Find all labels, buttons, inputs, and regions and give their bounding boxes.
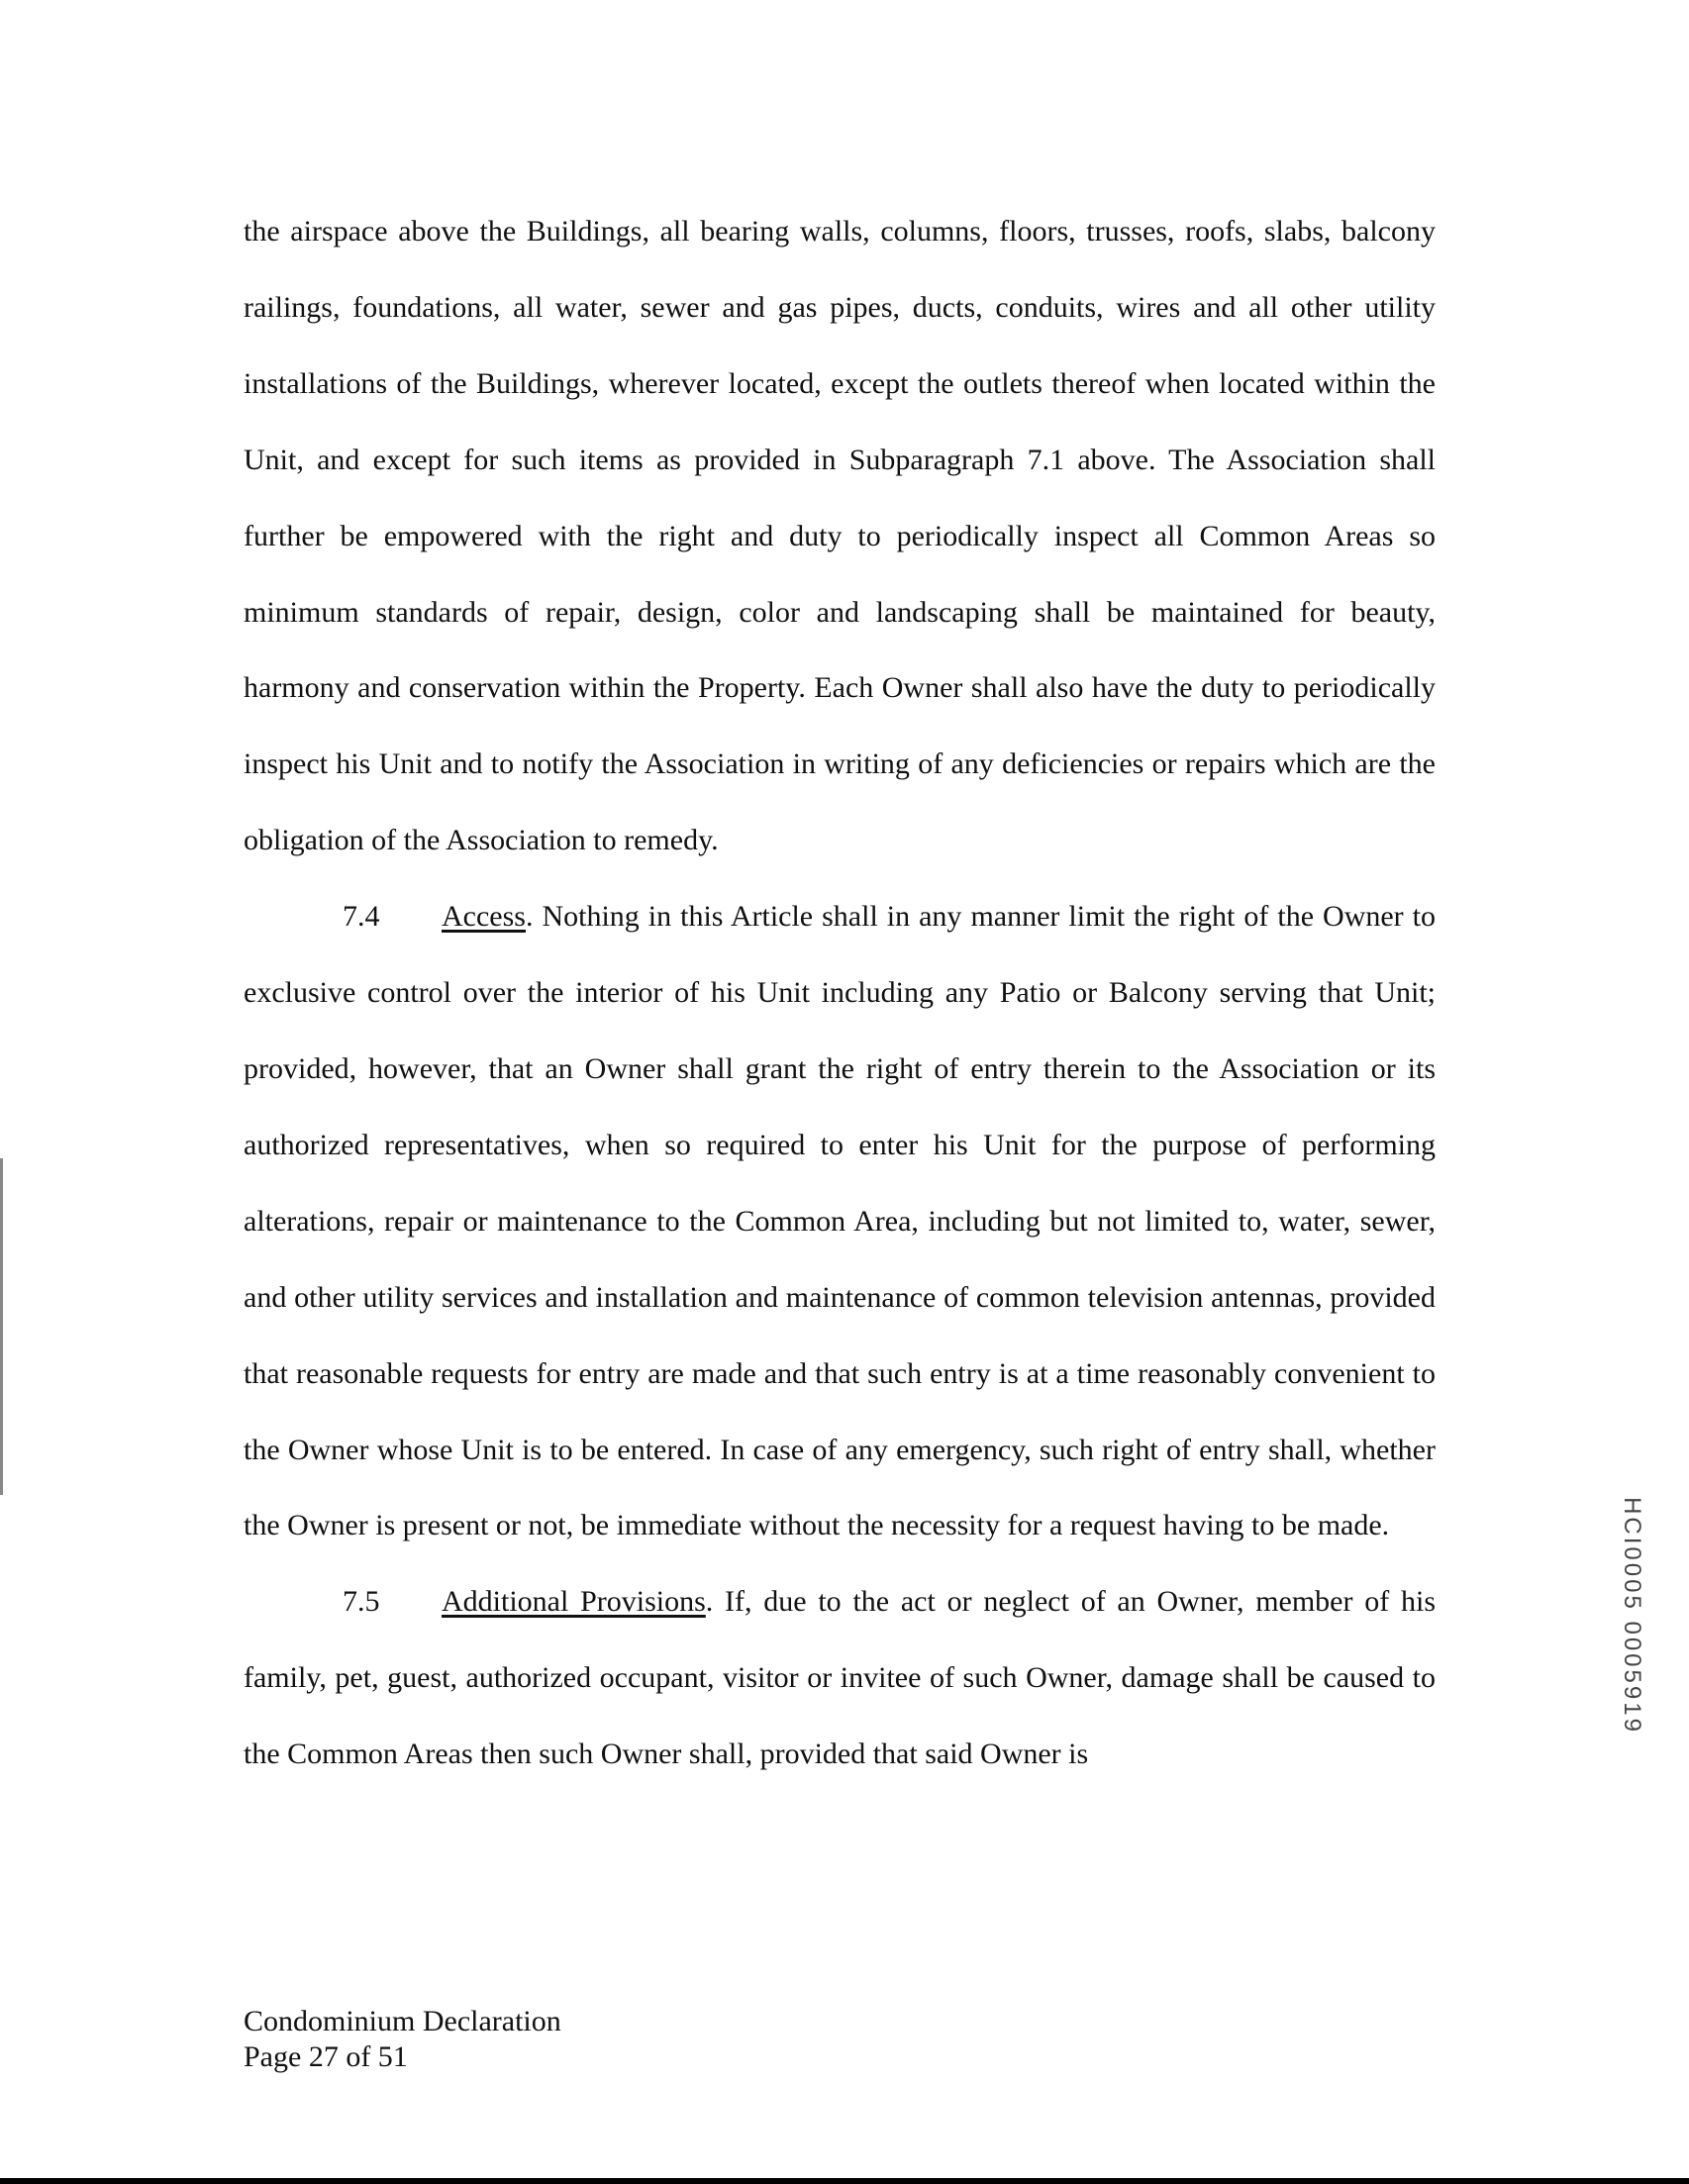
section-7-4 — [244, 879, 1436, 1564]
section-text: . Nothing in this Article shall in any manner limit the right of the Owner to exclusive control over the interior of his Unit including any Patio or Balcony serving that Unit; provided, however, that an Owner shall grant the right of entry therein to the Association or its authorized representatives, when so required to enter his Unit for the purpose of performing alterations, repair or maintenance to the Common Area, including but not limited to, water, sewer, and other utility services and installation and maintenance of common television antennas, provided that reasonable requests for entry are made and that such entry is at a time reasonably convenient to the Owner whose Unit is to be entered. In case of any emergency, such right of entry shall, whether the Owner is present or not, be immediate without the necessity for a request having to be made. — [244, 900, 1436, 1542]
section-heading: Access — [442, 900, 526, 934]
footer-document-title: Condominium Declaration — [244, 2005, 561, 2037]
page-footer — [244, 2004, 561, 2075]
section-number: 7.4 — [343, 900, 380, 934]
section-heading: Additional Provisions — [442, 1585, 706, 1619]
opening-paragraph: the airspace above the Buildings, all bearing walls, columns, floors, trusses, roofs, slabs, balcony railings, foundations, all water, sewer and gas pipes, ducts, conduits, wires and all other utility installations of the Buildings, wherever located, except the outlets thereof when located within the Unit, and except for such items as provided in Subparagraph 7.1 above. The Association shall further be empowered with the right and duty to periodically inspect all Common Areas so minimum standards of repair, design, color and landscaping shall be maintained for beauty, harmony and conservation within the Property. Each Owner shall also have the duty to periodically inspect his Unit and to notify the Association in writing of any deficiencies or repairs which are the obligation of the Association to remedy. — [244, 215, 1436, 857]
bates-stamp: HCI0005 0005919 — [1619, 1497, 1645, 1735]
scan-edge-mark — [0, 1158, 3, 1495]
footer-page-number: Page 27 of 51 — [244, 2040, 408, 2073]
section-7-5 — [244, 1564, 1436, 1793]
scan-bottom-border — [0, 2178, 1689, 2184]
section-text: . If, due to the act or neglect of an Owner, member of his family, pet, guest, authorized occupant, visitor or invitee of such Owner, damage shall be caused to the Common Areas then such Owner shall, provided that said Owner is — [244, 1585, 1437, 1771]
section-number: 7.5 — [343, 1585, 380, 1619]
body-text — [244, 194, 1436, 1793]
